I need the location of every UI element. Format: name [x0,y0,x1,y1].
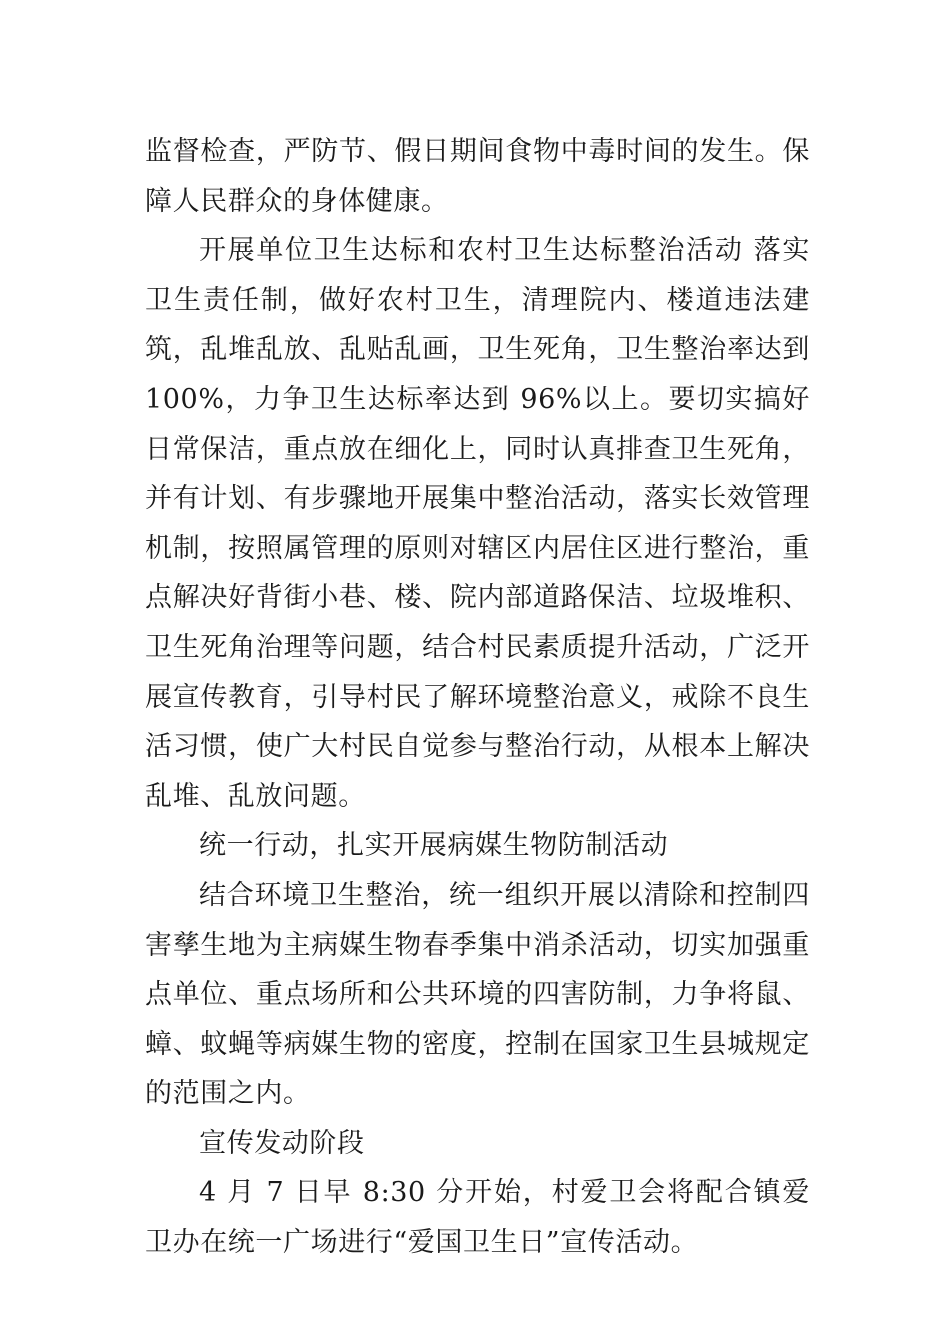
paragraph-sanitation-standards: 开展单位卫生达标和农村卫生达标整治活动 落实卫生责任制，做好农村卫生，清理院内、楼道违法建筑，乱堆乱放、乱贴乱画，卫生死角，卫生整治率达到 100%，力争卫生达标率达到 96%以上。要切实搞好日常保洁，重点放在细化上，同时认真排查卫生死角，并有计划、有步骤地开展集中整治活动，落实长效管理机制，按照属管理的原则对辖区内居住区进行整治，重点解决好背街小巷、楼、院内部道路保洁、垃圾堆积、卫生死角治理等问题，结合村民素质提升活动，广泛开展宣传教育，引导村民了解环境整治意义，戒除不良生活习惯，使广大村民自觉参与整治行动，从根本上解决乱堆、乱放问题。 [145,235,810,812]
paragraph-publicity-event: 4 月 7 日早 8:30 分开始，村爱卫会将配合镇爱卫办在统一广场进行“爱国卫生日”宣传活动。 [145,1177,810,1259]
section-heading-publicity-phase: 宣传发动阶段 [199,1127,365,1159]
section-heading-vector-control: 统一行动，扎实开展病媒生物防制活动 [199,830,669,862]
paragraph-continuation: 监督检查，严防节、假日期间食物中毒时间的发生。保障人民群众的身体健康。 [145,136,810,217]
document-body [145,127,810,1268]
paragraph-vector-control: 结合环境卫生整治，统一组织开展以清除和控制四害孳生地为主病媒生物春季集中消杀活动，切实加强重点单位、重点场所和公共环境的四害防制，力争将鼠、蟑、蚊蝇等病媒生物的密度，控制在国家卫生县城规定的范围之内。 [145,879,810,1110]
